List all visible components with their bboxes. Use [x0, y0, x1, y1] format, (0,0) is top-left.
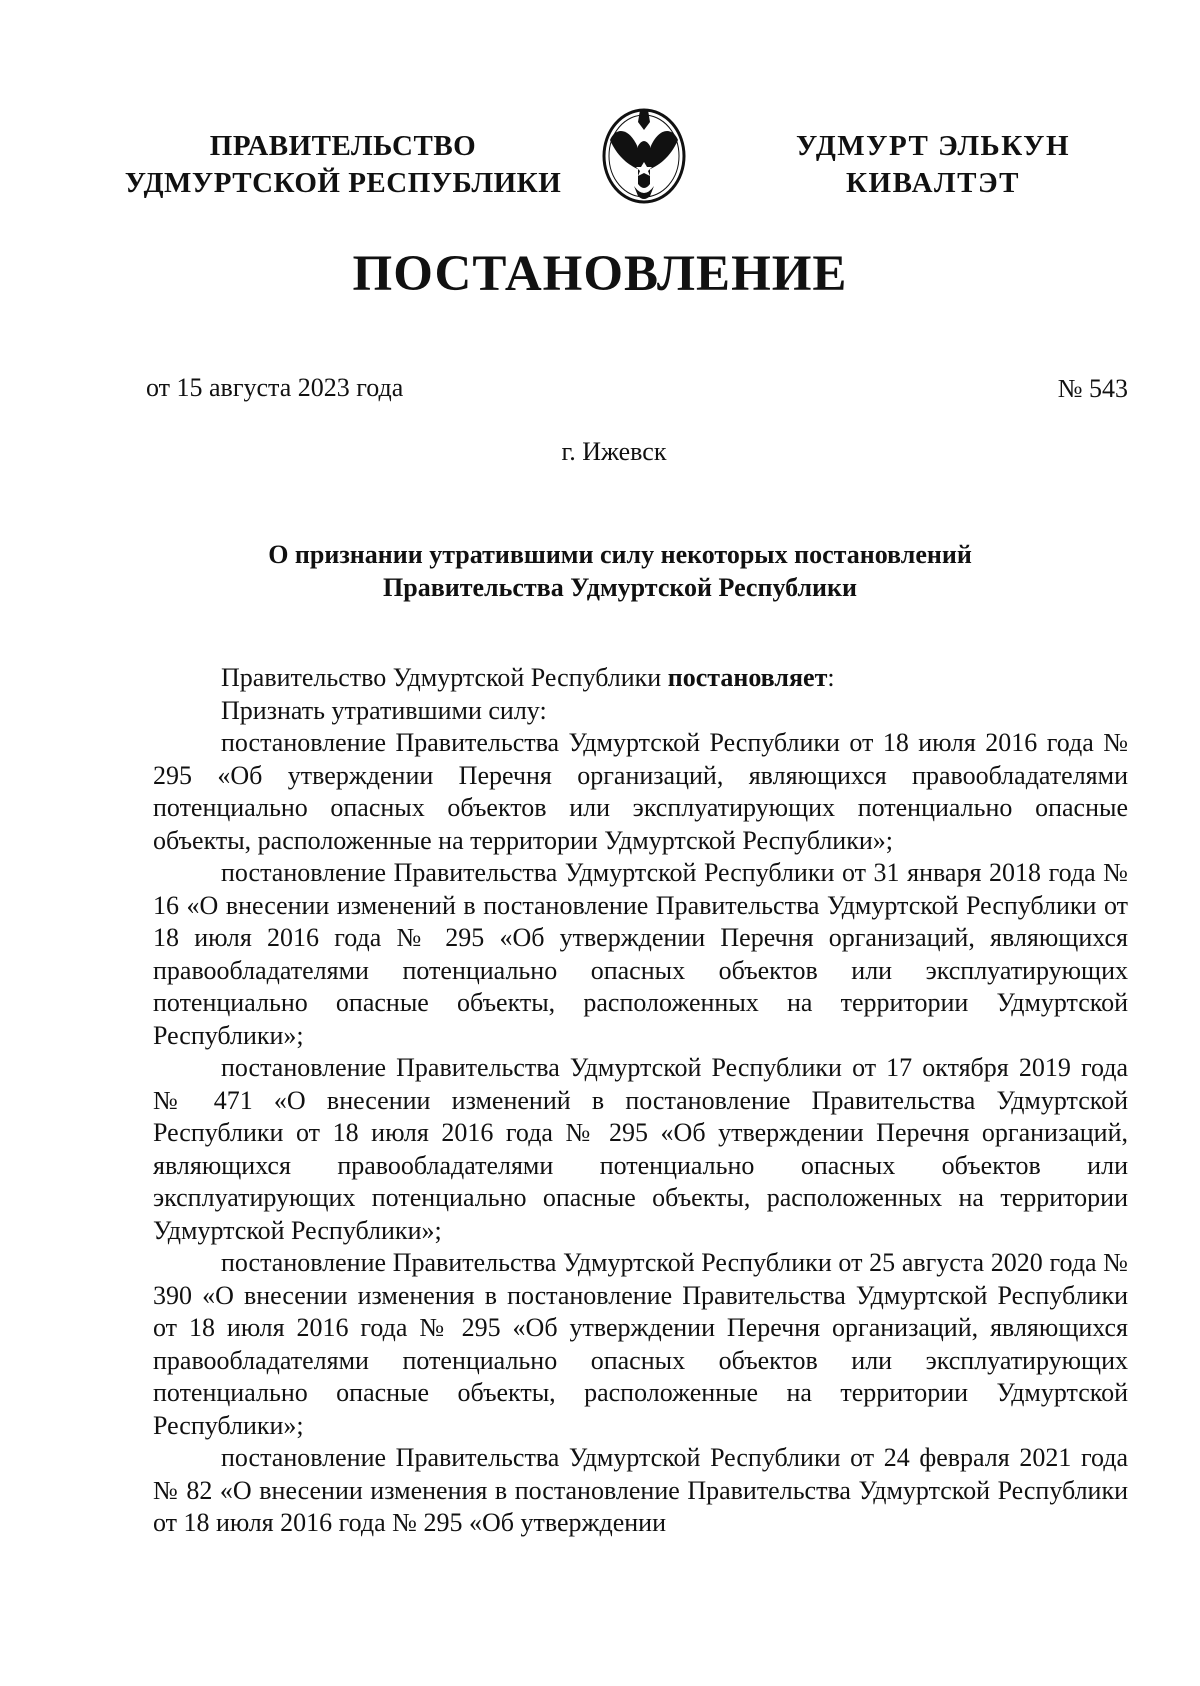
header-right	[772, 128, 1094, 202]
header-right-line1: УДМУРТ ЭЛЬКУН	[795, 130, 1071, 162]
document-date: от 15 августа 2023 года	[146, 373, 404, 402]
intro-suffix: :	[827, 663, 835, 692]
subject-line2: Правительства Удмуртской Республики	[383, 573, 857, 602]
clause-paragraph: постановление Правительства Удмуртской Республики от 25 августа 2020 года № 390 «О внесении изменения в постановление Правительства Удмуртской Республики от 18 июля 2016 года № 295 «Об утверждении Перечня организаций, являющихся правообладателями потенциально опасных объектов или эксплуатирующих потенциально опасные объекты, расположенные на территории Удмуртской Республики»;	[153, 1248, 1128, 1440]
header-left-line1: ПРАВИТЕЛЬСТВО	[209, 130, 477, 162]
subject-line1: О признании утратившими силу некоторых постановлений	[268, 540, 972, 569]
document-subject	[180, 538, 1060, 604]
header-left-line2: УДМУРТСКОЙ РЕСПУБЛИКИ	[124, 167, 562, 199]
clause-paragraph: постановление Правительства Удмуртской Республики от 18 июля 2016 года № 295 «Об утверждении Перечня организаций, являющихся правообладателями потенциально опасных объектов или эксплуатирующих потенциально опасные объекты, расположенные на территории Удмуртской Республики»;	[153, 728, 1128, 855]
clause-paragraph: постановление Правительства Удмуртской Республики от 17 октября 2019 года № 471 «О внесении изменений в постановление Правительства Удмуртской Республики от 18 июля 2016 года № 295 «Об утверждении Перечня организаций, являющихся правообладателями потенциально опасных объектов или эксплуатирующих потенциально опасные объекты, расположенных на территории Удмуртской Республики»;	[153, 1053, 1128, 1245]
document-city: г. Ижевск	[561, 437, 667, 466]
document-title: ПОСТАНОВЛЕНИЕ	[352, 246, 848, 302]
document-number: № 543	[1057, 374, 1128, 403]
intro-verb: постановляет	[667, 663, 828, 692]
intro-prefix: Правительство Удмуртской Республики	[221, 663, 668, 692]
clause-paragraph: постановление Правительства Удмуртской Республики от 24 февраля 2021 года № 82 «О внесении изменения в постановление Правительства Удмуртской Республики от 18 июля 2016 года № 295 «Об утверждении	[153, 1443, 1128, 1537]
lead-paragraph: Признать утратившими силу:	[221, 695, 547, 725]
udmurt-coat-of-arms-icon	[594, 100, 694, 208]
clause-paragraph: постановление Правительства Удмуртской Республики от 31 января 2018 года № 16 «О внесении изменений в постановление Правительства Удмуртской Республики от 18 июля 2016 года № 295 «Об утверждении Перечня организаций, являющихся правообладателями потенциально опасных объектов или эксплуатирующих потенциально опасные объекты, расположенных на территории Удмуртской Республики»;	[153, 858, 1128, 1050]
intro-paragraph	[153, 662, 1128, 695]
document-body	[153, 662, 1128, 1540]
header-right-line2: КИВАЛТЭТ	[845, 167, 1020, 199]
header-left	[108, 128, 578, 202]
